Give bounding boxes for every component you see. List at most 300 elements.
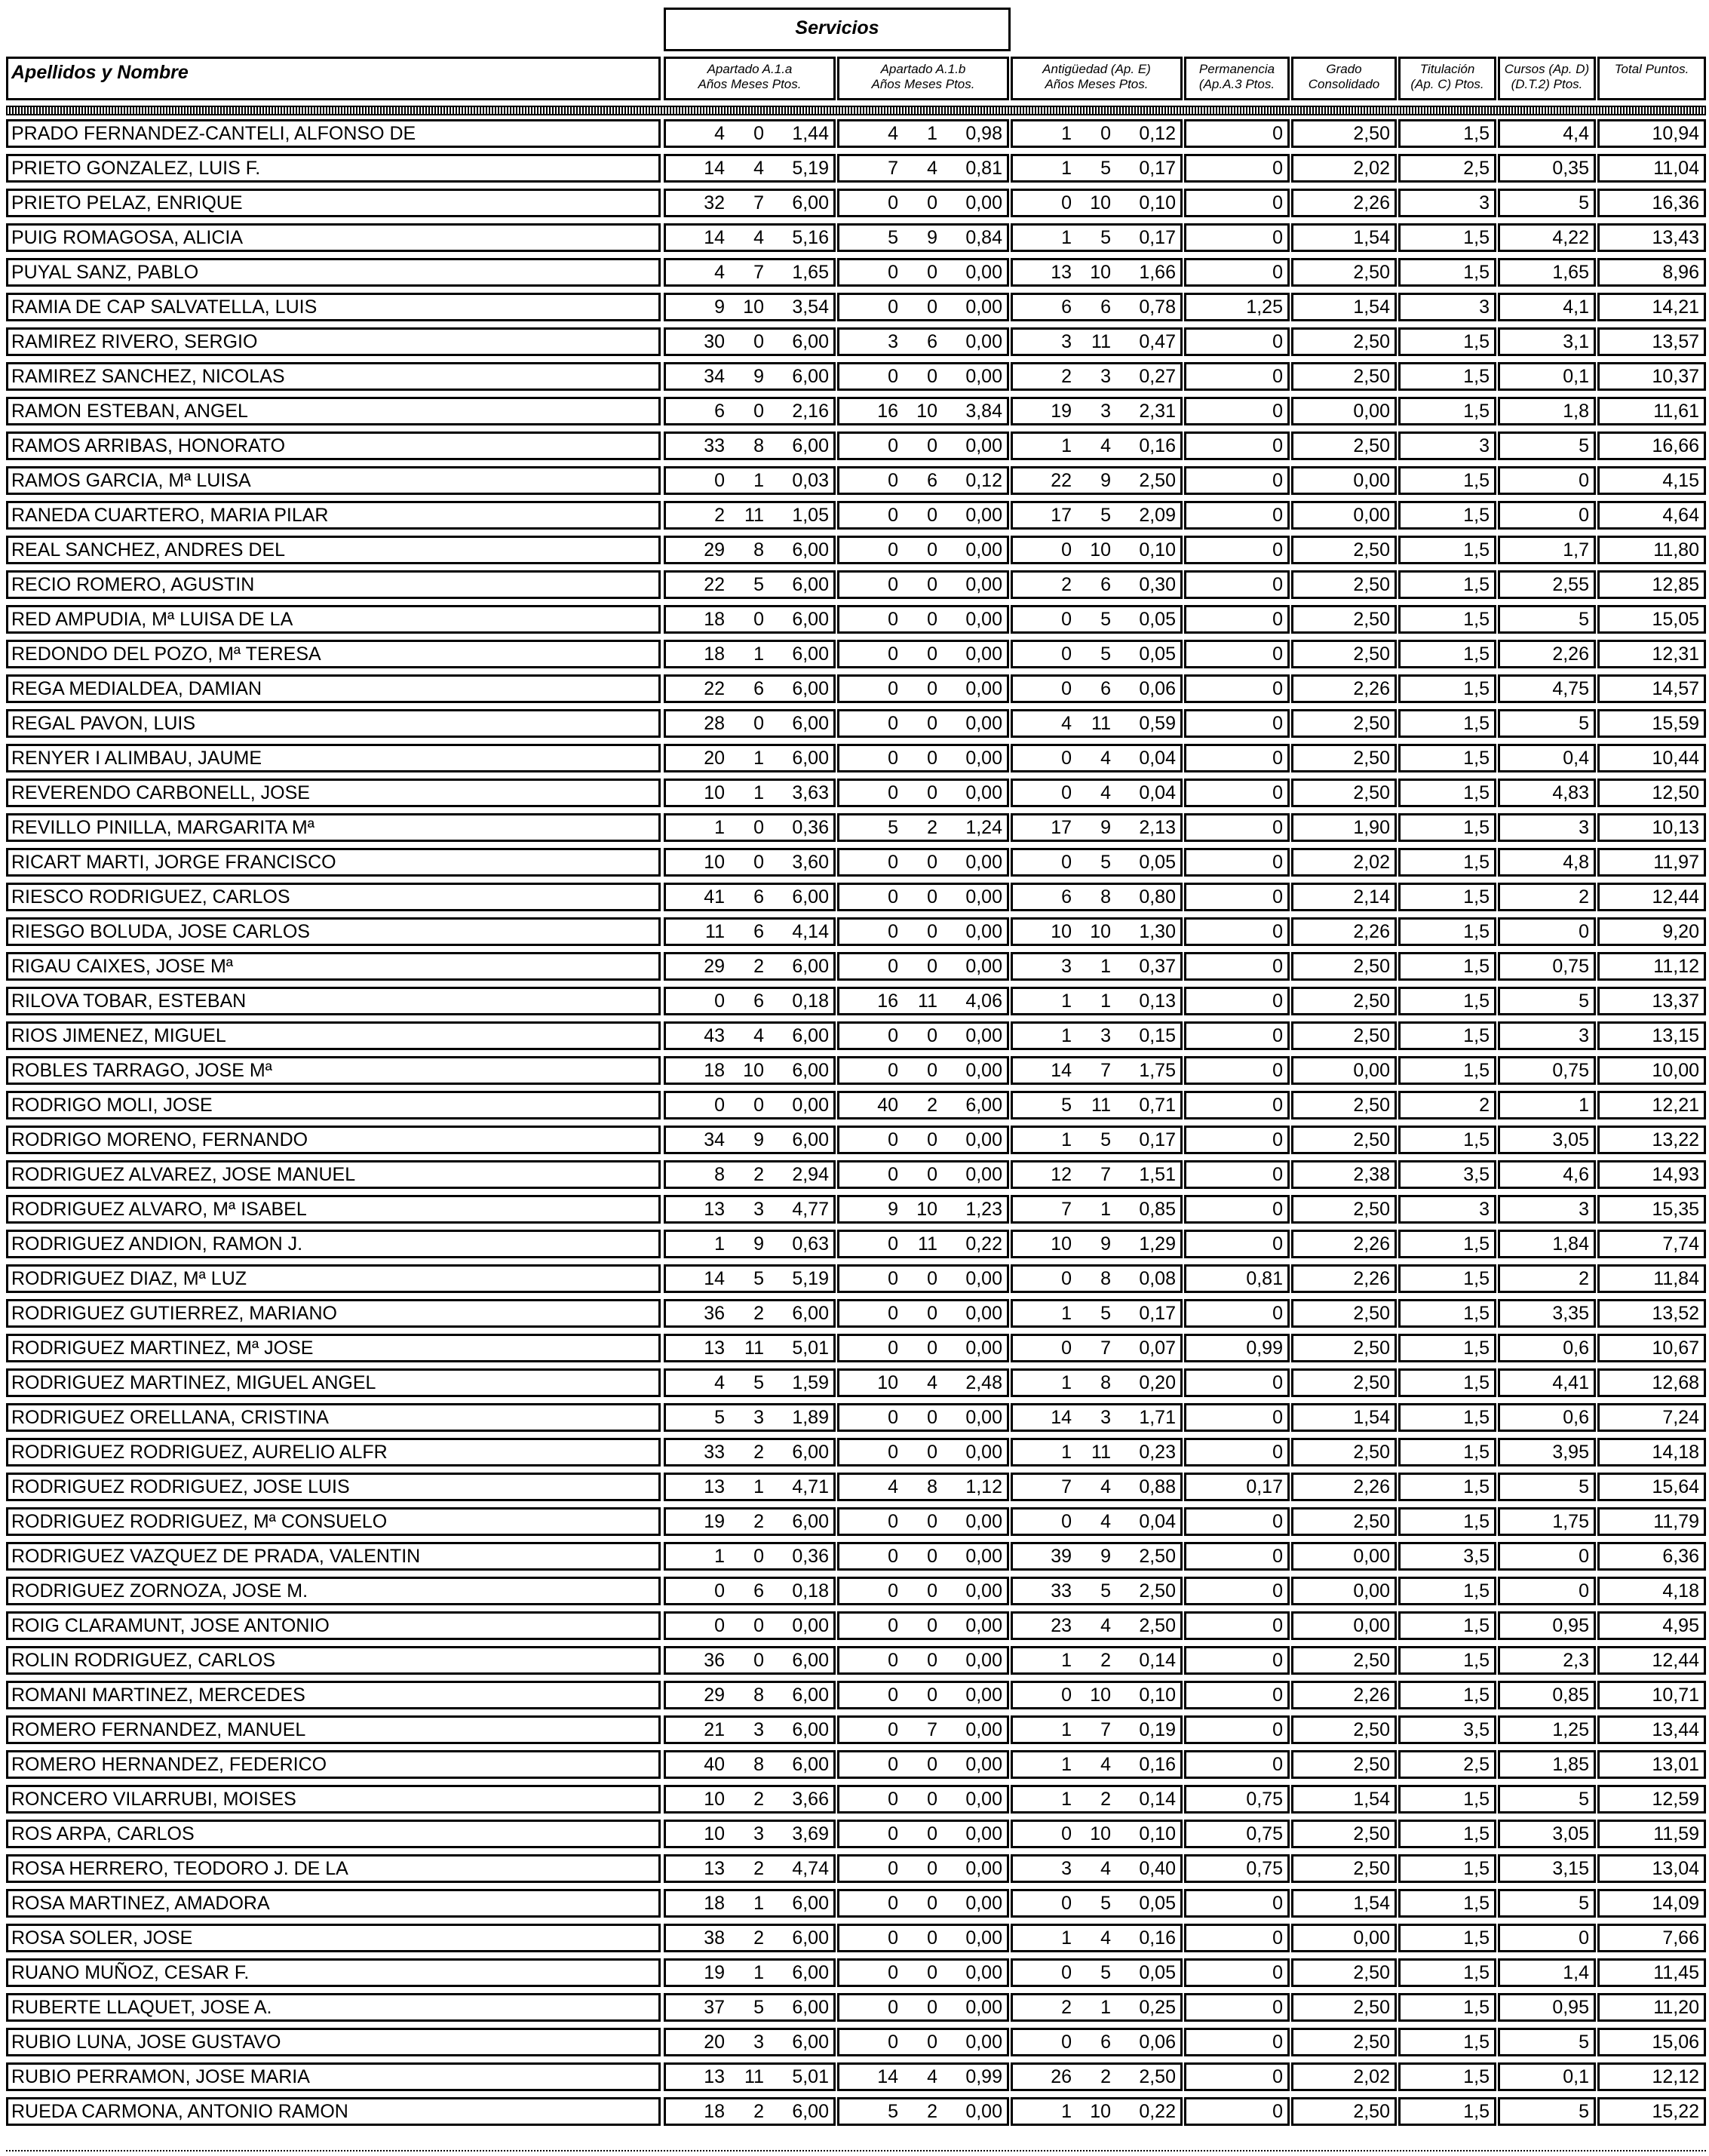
- cell-total-puntos: 13,52: [1597, 1299, 1706, 1328]
- cell-apartado-a1a: [664, 119, 836, 148]
- cell-permanencia: 0: [1184, 1230, 1290, 1258]
- cell-total-puntos: 14,57: [1597, 674, 1706, 703]
- cell-years: 0: [714, 470, 725, 491]
- cell-permanencia: 0: [1184, 883, 1290, 911]
- cell-years: 39: [1051, 1546, 1072, 1567]
- column-header-line2: (Ap. C) Ptos.: [1410, 77, 1484, 91]
- cell-points: 1,30: [1139, 921, 1176, 942]
- cell-name: PUYAL SANZ, PABLO: [6, 258, 661, 287]
- cell-antiguedad: [1011, 1195, 1183, 1224]
- cell-years: 2: [1061, 366, 1072, 387]
- cell-months: 3: [1100, 366, 1111, 387]
- cell-apartado-a1b: [837, 848, 1009, 877]
- cell-apartado-a1a: [664, 154, 836, 183]
- cell-name: PRIETO PELAZ, ENRIQUE: [6, 189, 661, 217]
- cell-antiguedad: [1011, 2062, 1183, 2091]
- cell-cursos: 3,05: [1498, 1126, 1596, 1154]
- cell-years: 1: [1061, 1754, 1072, 1775]
- cell-months: 7: [753, 262, 764, 283]
- cell-months: 0: [927, 1060, 937, 1081]
- cell-cursos: 3,05: [1498, 1820, 1596, 1848]
- cell-apartado-a1a: [664, 1542, 836, 1571]
- cell-total-puntos: 16,66: [1597, 432, 1706, 460]
- cell-apartado-a1a: [664, 1126, 836, 1154]
- cell-grado-consolidado: 2,26: [1291, 1264, 1397, 1293]
- cell-years: 20: [704, 2032, 725, 2053]
- cell-name: RAMIREZ RIVERO, SERGIO: [6, 327, 661, 356]
- cell-points: 6,00: [792, 574, 829, 595]
- column-header-line1: Permanencia: [1198, 62, 1275, 76]
- cell-grado-consolidado: 2,50: [1291, 709, 1397, 738]
- cell-name: ROMANI MARTINEZ, MERCEDES: [6, 1681, 661, 1709]
- cell-apartado-a1b: [837, 397, 1009, 425]
- cell-name: RIESGO BOLUDA, JOSE CARLOS: [6, 917, 661, 946]
- cell-cursos: 2,55: [1498, 570, 1596, 599]
- cell-antiguedad: [1011, 1264, 1183, 1293]
- cell-antiguedad: [1011, 1958, 1183, 1987]
- cell-permanencia: 0: [1184, 1958, 1290, 1987]
- cell-points: 0,71: [1139, 1095, 1176, 1116]
- cell-grado-consolidado: 2,50: [1291, 1299, 1397, 1328]
- cell-grado-consolidado: 2,50: [1291, 258, 1397, 287]
- cell-antiguedad: [1011, 570, 1183, 599]
- cell-points: 2,48: [965, 1372, 1002, 1393]
- cell-apartado-a1b: [837, 640, 1009, 668]
- cell-cursos: 3,95: [1498, 1438, 1596, 1467]
- cell-cursos: 3: [1498, 813, 1596, 842]
- cell-apartado-a1a: [664, 1334, 836, 1362]
- cell-points: 2,94: [792, 1164, 829, 1185]
- cell-months: 0: [927, 1580, 937, 1602]
- cell-years: 0: [1061, 1893, 1072, 1914]
- cell-name: RANEDA CUARTERO, MARIA PILAR: [6, 501, 661, 530]
- cell-months: 4: [927, 1372, 937, 1393]
- cell-total-puntos: 8,96: [1597, 258, 1706, 287]
- cell-years: 0: [888, 782, 898, 803]
- cell-apartado-a1b: [837, 189, 1009, 217]
- cell-name: ROIG CLARAMUNT, JOSE ANTONIO: [6, 1611, 661, 1640]
- cell-years: 1: [1061, 2101, 1072, 2122]
- cell-months: 5: [1100, 609, 1111, 630]
- cell-years: 0: [888, 956, 898, 977]
- cell-titulacion: 1,5: [1398, 119, 1496, 148]
- cell-points: 6,00: [792, 435, 829, 456]
- cell-years: 13: [704, 1338, 725, 1359]
- cell-grado-consolidado: 1,54: [1291, 1889, 1397, 1918]
- cell-titulacion: 1,5: [1398, 1403, 1496, 1432]
- cell-points: 0,00: [965, 435, 1002, 456]
- cell-apartado-a1b: [837, 1264, 1009, 1293]
- cell-points: 2,50: [1139, 470, 1176, 491]
- cell-points: 0,00: [965, 1927, 1002, 1949]
- cell-apartado-a1a: [664, 1577, 836, 1605]
- cell-points: 0,08: [1139, 1268, 1176, 1289]
- cell-points: 6,00: [792, 1754, 829, 1775]
- cell-years: 16: [877, 990, 898, 1012]
- cell-points: 6,00: [792, 1893, 829, 1914]
- cell-points: 4,71: [792, 1476, 829, 1497]
- cell-points: 0,16: [1139, 435, 1176, 456]
- cell-points: 0,05: [1139, 1893, 1176, 1914]
- cell-years: 23: [1051, 1615, 1072, 1636]
- cell-cursos: 0: [1498, 466, 1596, 495]
- cell-points: 0,00: [965, 1442, 1002, 1463]
- cell-grado-consolidado: 2,50: [1291, 640, 1397, 668]
- cell-name: RODRIGUEZ ANDION, RAMON J.: [6, 1230, 661, 1258]
- cell-months: 0: [753, 713, 764, 734]
- cell-name: RODRIGUEZ ZORNOZA, JOSE M.: [6, 1577, 661, 1605]
- cell-points: 0,00: [965, 1164, 1002, 1185]
- cell-months: 4: [753, 227, 764, 248]
- cell-months: 7: [1100, 1060, 1111, 1081]
- cell-apartado-a1b: [837, 1056, 1009, 1085]
- cell-points: 0,00: [965, 1338, 1002, 1359]
- cell-years: 0: [888, 262, 898, 283]
- cell-months: 5: [1100, 1303, 1111, 1324]
- cell-permanencia: 0,99: [1184, 1334, 1290, 1362]
- cell-apartado-a1b: [837, 536, 1009, 564]
- bottom-separator: [6, 2150, 1706, 2153]
- cell-points: 0,07: [1139, 1338, 1176, 1359]
- cell-years: 40: [877, 1095, 898, 1116]
- cell-grado-consolidado: 2,50: [1291, 1646, 1397, 1675]
- cell-years: 30: [704, 331, 725, 352]
- cell-titulacion: 1,5: [1398, 605, 1496, 634]
- cell-name: RAMON ESTEBAN, ANGEL: [6, 397, 661, 425]
- cell-points: 0,00: [965, 1685, 1002, 1706]
- cell-apartado-a1a: [664, 2028, 836, 2056]
- cell-titulacion: 2,5: [1398, 1750, 1496, 1779]
- cell-permanencia: 0: [1184, 987, 1290, 1015]
- cell-cursos: 0,4: [1498, 744, 1596, 772]
- cell-cursos: 0,1: [1498, 362, 1596, 391]
- cell-points: 0,10: [1139, 1685, 1176, 1706]
- cell-years: 0: [1061, 1962, 1072, 1983]
- cell-titulacion: 1,5: [1398, 327, 1496, 356]
- cell-antiguedad: [1011, 327, 1183, 356]
- cell-years: 29: [704, 1685, 725, 1706]
- cell-permanencia: 0: [1184, 154, 1290, 183]
- cell-titulacion: 1,5: [1398, 536, 1496, 564]
- cell-points: 1,65: [792, 262, 829, 283]
- cell-points: 1,05: [792, 505, 829, 526]
- name-column-header: Apellidos y Nombre: [6, 57, 661, 100]
- cell-years: 0: [888, 1927, 898, 1949]
- cell-grado-consolidado: 2,26: [1291, 189, 1397, 217]
- cell-total-puntos: 12,31: [1597, 640, 1706, 668]
- cell-years: 0: [888, 1893, 898, 1914]
- cell-years: 0: [888, 886, 898, 908]
- cell-apartado-a1a: [664, 466, 836, 495]
- cell-permanencia: 0: [1184, 501, 1290, 530]
- cell-years: 0: [888, 470, 898, 491]
- cell-years: 33: [704, 435, 725, 456]
- cell-points: 0,04: [1139, 782, 1176, 803]
- cell-years: 1: [1061, 1372, 1072, 1393]
- cell-points: 6,00: [792, 192, 829, 213]
- cell-years: 4: [714, 1372, 725, 1393]
- cell-months: 8: [1100, 1268, 1111, 1289]
- cell-years: 1: [714, 1233, 725, 1255]
- cell-months: 0: [927, 678, 937, 699]
- cell-titulacion: 1,5: [1398, 917, 1496, 946]
- cell-months: 7: [927, 1719, 937, 1740]
- cell-apartado-a1b: [837, 1195, 1009, 1224]
- cell-months: 0: [927, 1754, 937, 1775]
- cell-apartado-a1b: [837, 154, 1009, 183]
- cell-antiguedad: [1011, 813, 1183, 842]
- cell-months: 11: [918, 990, 937, 1012]
- cell-apartado-a1b: [837, 1507, 1009, 1536]
- cell-apartado-a1b: [837, 1750, 1009, 1779]
- cell-months: 0: [927, 1650, 937, 1671]
- cell-points: 2,50: [1139, 1615, 1176, 1636]
- cell-months: 0: [753, 401, 764, 422]
- cell-name: REGA MEDIALDEA, DAMIAN: [6, 674, 661, 703]
- cell-antiguedad: [1011, 293, 1183, 321]
- cell-years: 1: [714, 817, 725, 838]
- cell-months: 2: [1100, 1789, 1111, 1810]
- cell-months: 3: [753, 1199, 764, 1220]
- cell-antiguedad: [1011, 189, 1183, 217]
- cell-months: 6: [927, 470, 937, 491]
- cell-months: 0: [927, 296, 937, 318]
- cell-cursos: 0,85: [1498, 1681, 1596, 1709]
- cell-permanencia: 0: [1184, 1021, 1290, 1050]
- cell-antiguedad: [1011, 1785, 1183, 1814]
- cell-points: 6,00: [792, 1997, 829, 2018]
- cell-titulacion: 1,5: [1398, 2062, 1496, 2091]
- cell-years: 0: [888, 539, 898, 560]
- cell-titulacion: 3: [1398, 189, 1496, 217]
- cell-apartado-a1b: [837, 1854, 1009, 1883]
- cell-points: 0,00: [965, 1060, 1002, 1081]
- cell-apartado-a1a: [664, 293, 836, 321]
- cell-years: 33: [1051, 1580, 1072, 1602]
- cell-years: 0: [1061, 1685, 1072, 1706]
- cell-points: 0,17: [1139, 158, 1176, 179]
- cell-grado-consolidado: 0,00: [1291, 1924, 1397, 1952]
- cell-points: 0,80: [1139, 886, 1176, 908]
- cell-points: 0,00: [965, 1858, 1002, 1879]
- cell-years: 18: [704, 609, 725, 630]
- cell-antiguedad: [1011, 1126, 1183, 1154]
- cell-months: 2: [927, 817, 937, 838]
- cell-months: 10: [743, 1060, 764, 1081]
- cell-grado-consolidado: 1,54: [1291, 1785, 1397, 1814]
- cell-months: 4: [1100, 782, 1111, 803]
- cell-total-puntos: 4,95: [1597, 1611, 1706, 1640]
- cell-antiguedad: [1011, 1993, 1183, 2022]
- cell-name: PUIG ROMAGOSA, ALICIA: [6, 223, 661, 252]
- cell-titulacion: 3: [1398, 293, 1496, 321]
- cell-permanencia: 0: [1184, 258, 1290, 287]
- cell-cursos: 0,95: [1498, 1993, 1596, 2022]
- cell-name: RODRIGUEZ MARTINEZ, Mª JOSE: [6, 1334, 661, 1362]
- cell-cursos: 1,7: [1498, 536, 1596, 564]
- cell-antiguedad: [1011, 640, 1183, 668]
- cell-months: 0: [927, 539, 937, 560]
- cell-months: 7: [1100, 1338, 1111, 1359]
- cell-months: 4: [1100, 1858, 1111, 1879]
- cell-cursos: 4,8: [1498, 848, 1596, 877]
- cell-total-puntos: 12,12: [1597, 2062, 1706, 2091]
- cell-points: 0,30: [1139, 574, 1176, 595]
- column-header-line1: Cursos (Ap. D): [1504, 62, 1590, 76]
- cell-years: 5: [888, 817, 898, 838]
- cell-permanencia: 0: [1184, 1715, 1290, 1744]
- cell-cursos: 3: [1498, 1195, 1596, 1224]
- cell-months: 11: [744, 2066, 764, 2087]
- cell-apartado-a1b: [837, 1091, 1009, 1119]
- cell-months: 9: [753, 1129, 764, 1150]
- cell-grado-consolidado: 0,00: [1291, 1611, 1397, 1640]
- cell-apartado-a1b: [837, 2028, 1009, 2056]
- cell-cursos: 2,3: [1498, 1646, 1596, 1675]
- cell-months: 1: [753, 470, 764, 491]
- cell-months: 5: [1100, 1962, 1111, 1983]
- cell-total-puntos: 7,24: [1597, 1403, 1706, 1432]
- cell-points: 0,17: [1139, 227, 1176, 248]
- cell-years: 0: [888, 1129, 898, 1150]
- cell-permanencia: 0: [1184, 466, 1290, 495]
- cell-antiguedad: [1011, 1473, 1183, 1501]
- cell-months: 5: [1100, 1893, 1111, 1914]
- cell-points: 0,36: [792, 817, 829, 838]
- cell-months: 5: [1100, 643, 1111, 665]
- cell-name: PRADO FERNANDEZ-CANTELI, ALFONSO DE: [6, 119, 661, 148]
- cell-apartado-a1b: [837, 674, 1009, 703]
- cell-years: 13: [704, 1476, 725, 1497]
- cell-apartado-a1a: [664, 1160, 836, 1189]
- cell-points: 1,75: [1139, 1060, 1176, 1081]
- cell-titulacion: 1,5: [1398, 1924, 1496, 1952]
- cell-cursos: 0,75: [1498, 1056, 1596, 1085]
- cell-points: 6,00: [965, 1095, 1002, 1116]
- cell-permanencia: 0: [1184, 1438, 1290, 1467]
- cell-points: 0,47: [1139, 331, 1176, 352]
- cell-points: 0,10: [1139, 539, 1176, 560]
- cell-points: 0,00: [965, 713, 1002, 734]
- cell-name: ROS ARPA, CARLOS: [6, 1820, 661, 1848]
- cell-antiguedad: [1011, 1438, 1183, 1467]
- cell-months: 9: [1100, 817, 1111, 838]
- cell-grado-consolidado: 0,00: [1291, 1577, 1397, 1605]
- cell-points: 0,00: [965, 1129, 1002, 1150]
- cell-years: 37: [704, 1997, 725, 2018]
- cell-apartado-a1b: [837, 2062, 1009, 2091]
- titulacion-column-header: [1398, 57, 1496, 100]
- cell-points: 6,00: [792, 713, 829, 734]
- cell-apartado-a1b: [837, 1993, 1009, 2022]
- cell-months: 2: [1100, 1650, 1111, 1671]
- cell-titulacion: 1,5: [1398, 1577, 1496, 1605]
- cell-years: 0: [888, 1685, 898, 1706]
- cell-apartado-a1a: [664, 1611, 836, 1640]
- cell-total-puntos: 13,15: [1597, 1021, 1706, 1050]
- cell-points: 3,54: [792, 296, 829, 318]
- cell-titulacion: 1,5: [1398, 1056, 1496, 1085]
- cell-months: 0: [927, 1962, 937, 1983]
- cell-grado-consolidado: 2,50: [1291, 2028, 1397, 2056]
- cell-titulacion: 1,5: [1398, 1681, 1496, 1709]
- cell-years: 0: [1061, 1511, 1072, 1532]
- cell-apartado-a1a: [664, 2097, 836, 2126]
- cell-years: 0: [888, 505, 898, 526]
- cell-months: 4: [753, 1025, 764, 1046]
- cell-grado-consolidado: 1,90: [1291, 813, 1397, 842]
- cell-name: RUEDA CARMONA, ANTONIO RAMON: [6, 2097, 661, 2126]
- cell-apartado-a1b: [837, 570, 1009, 599]
- cell-months: 3: [753, 1719, 764, 1740]
- cell-cursos: 4,4: [1498, 119, 1596, 148]
- cell-months: 10: [1090, 2101, 1111, 2122]
- cell-antiguedad: [1011, 744, 1183, 772]
- cell-titulacion: 3,5: [1398, 1542, 1496, 1571]
- cell-years: 0: [1061, 609, 1072, 630]
- cell-years: 10: [1051, 1233, 1072, 1255]
- cell-years: 9: [714, 296, 725, 318]
- cell-points: 0,27: [1139, 366, 1176, 387]
- cell-points: 1,12: [965, 1476, 1002, 1497]
- cell-total-puntos: 13,01: [1597, 1750, 1706, 1779]
- cell-points: 1,71: [1139, 1407, 1176, 1428]
- cell-total-puntos: 11,04: [1597, 154, 1706, 183]
- cell-months: 1: [927, 123, 937, 144]
- cell-points: 2,13: [1139, 817, 1176, 838]
- cell-total-puntos: 11,45: [1597, 1958, 1706, 1987]
- cell-points: 0,00: [965, 852, 1002, 873]
- cell-apartado-a1b: [837, 327, 1009, 356]
- cell-points: 0,00: [965, 1754, 1002, 1775]
- cell-titulacion: 1,5: [1398, 813, 1496, 842]
- cell-months: 9: [753, 366, 764, 387]
- cell-permanencia: 0: [1184, 1646, 1290, 1675]
- cell-points: 5,19: [792, 1268, 829, 1289]
- cell-apartado-a1b: [837, 362, 1009, 391]
- cell-apartado-a1b: [837, 293, 1009, 321]
- cell-apartado-a1a: [664, 709, 836, 738]
- cell-months: 11: [744, 1338, 764, 1359]
- cell-years: 0: [1061, 539, 1072, 560]
- cell-points: 0,36: [792, 1546, 829, 1567]
- cell-points: 6,00: [792, 366, 829, 387]
- cell-apartado-a1b: [837, 917, 1009, 946]
- cell-points: 0,25: [1139, 1997, 1176, 2018]
- cell-titulacion: 1,5: [1398, 1958, 1496, 1987]
- cell-months: 3: [753, 2032, 764, 2053]
- cell-grado-consolidado: 2,50: [1291, 1438, 1397, 1467]
- cell-apartado-a1a: [664, 640, 836, 668]
- cell-cursos: 0,35: [1498, 154, 1596, 183]
- cell-apartado-a1a: [664, 2062, 836, 2091]
- cell-years: 0: [888, 643, 898, 665]
- cell-apartado-a1b: [837, 1438, 1009, 1467]
- cell-points: 0,00: [965, 1615, 1002, 1636]
- cell-name: RECIO ROMERO, AGUSTIN: [6, 570, 661, 599]
- cell-titulacion: 1,5: [1398, 258, 1496, 287]
- cell-points: 3,60: [792, 852, 829, 873]
- cell-name: RUBERTE LLAQUET, JOSE A.: [6, 1993, 661, 2022]
- cell-months: 4: [1100, 1511, 1111, 1532]
- cell-years: 28: [704, 713, 725, 734]
- cell-apartado-a1b: [837, 709, 1009, 738]
- cell-points: 0,00: [792, 1095, 829, 1116]
- cell-apartado-a1b: [837, 1715, 1009, 1744]
- cell-apartado-a1a: [664, 1438, 836, 1467]
- cell-name: RODRIGUEZ MARTINEZ, MIGUEL ANGEL: [6, 1368, 661, 1397]
- cell-years: 3: [1061, 331, 1072, 352]
